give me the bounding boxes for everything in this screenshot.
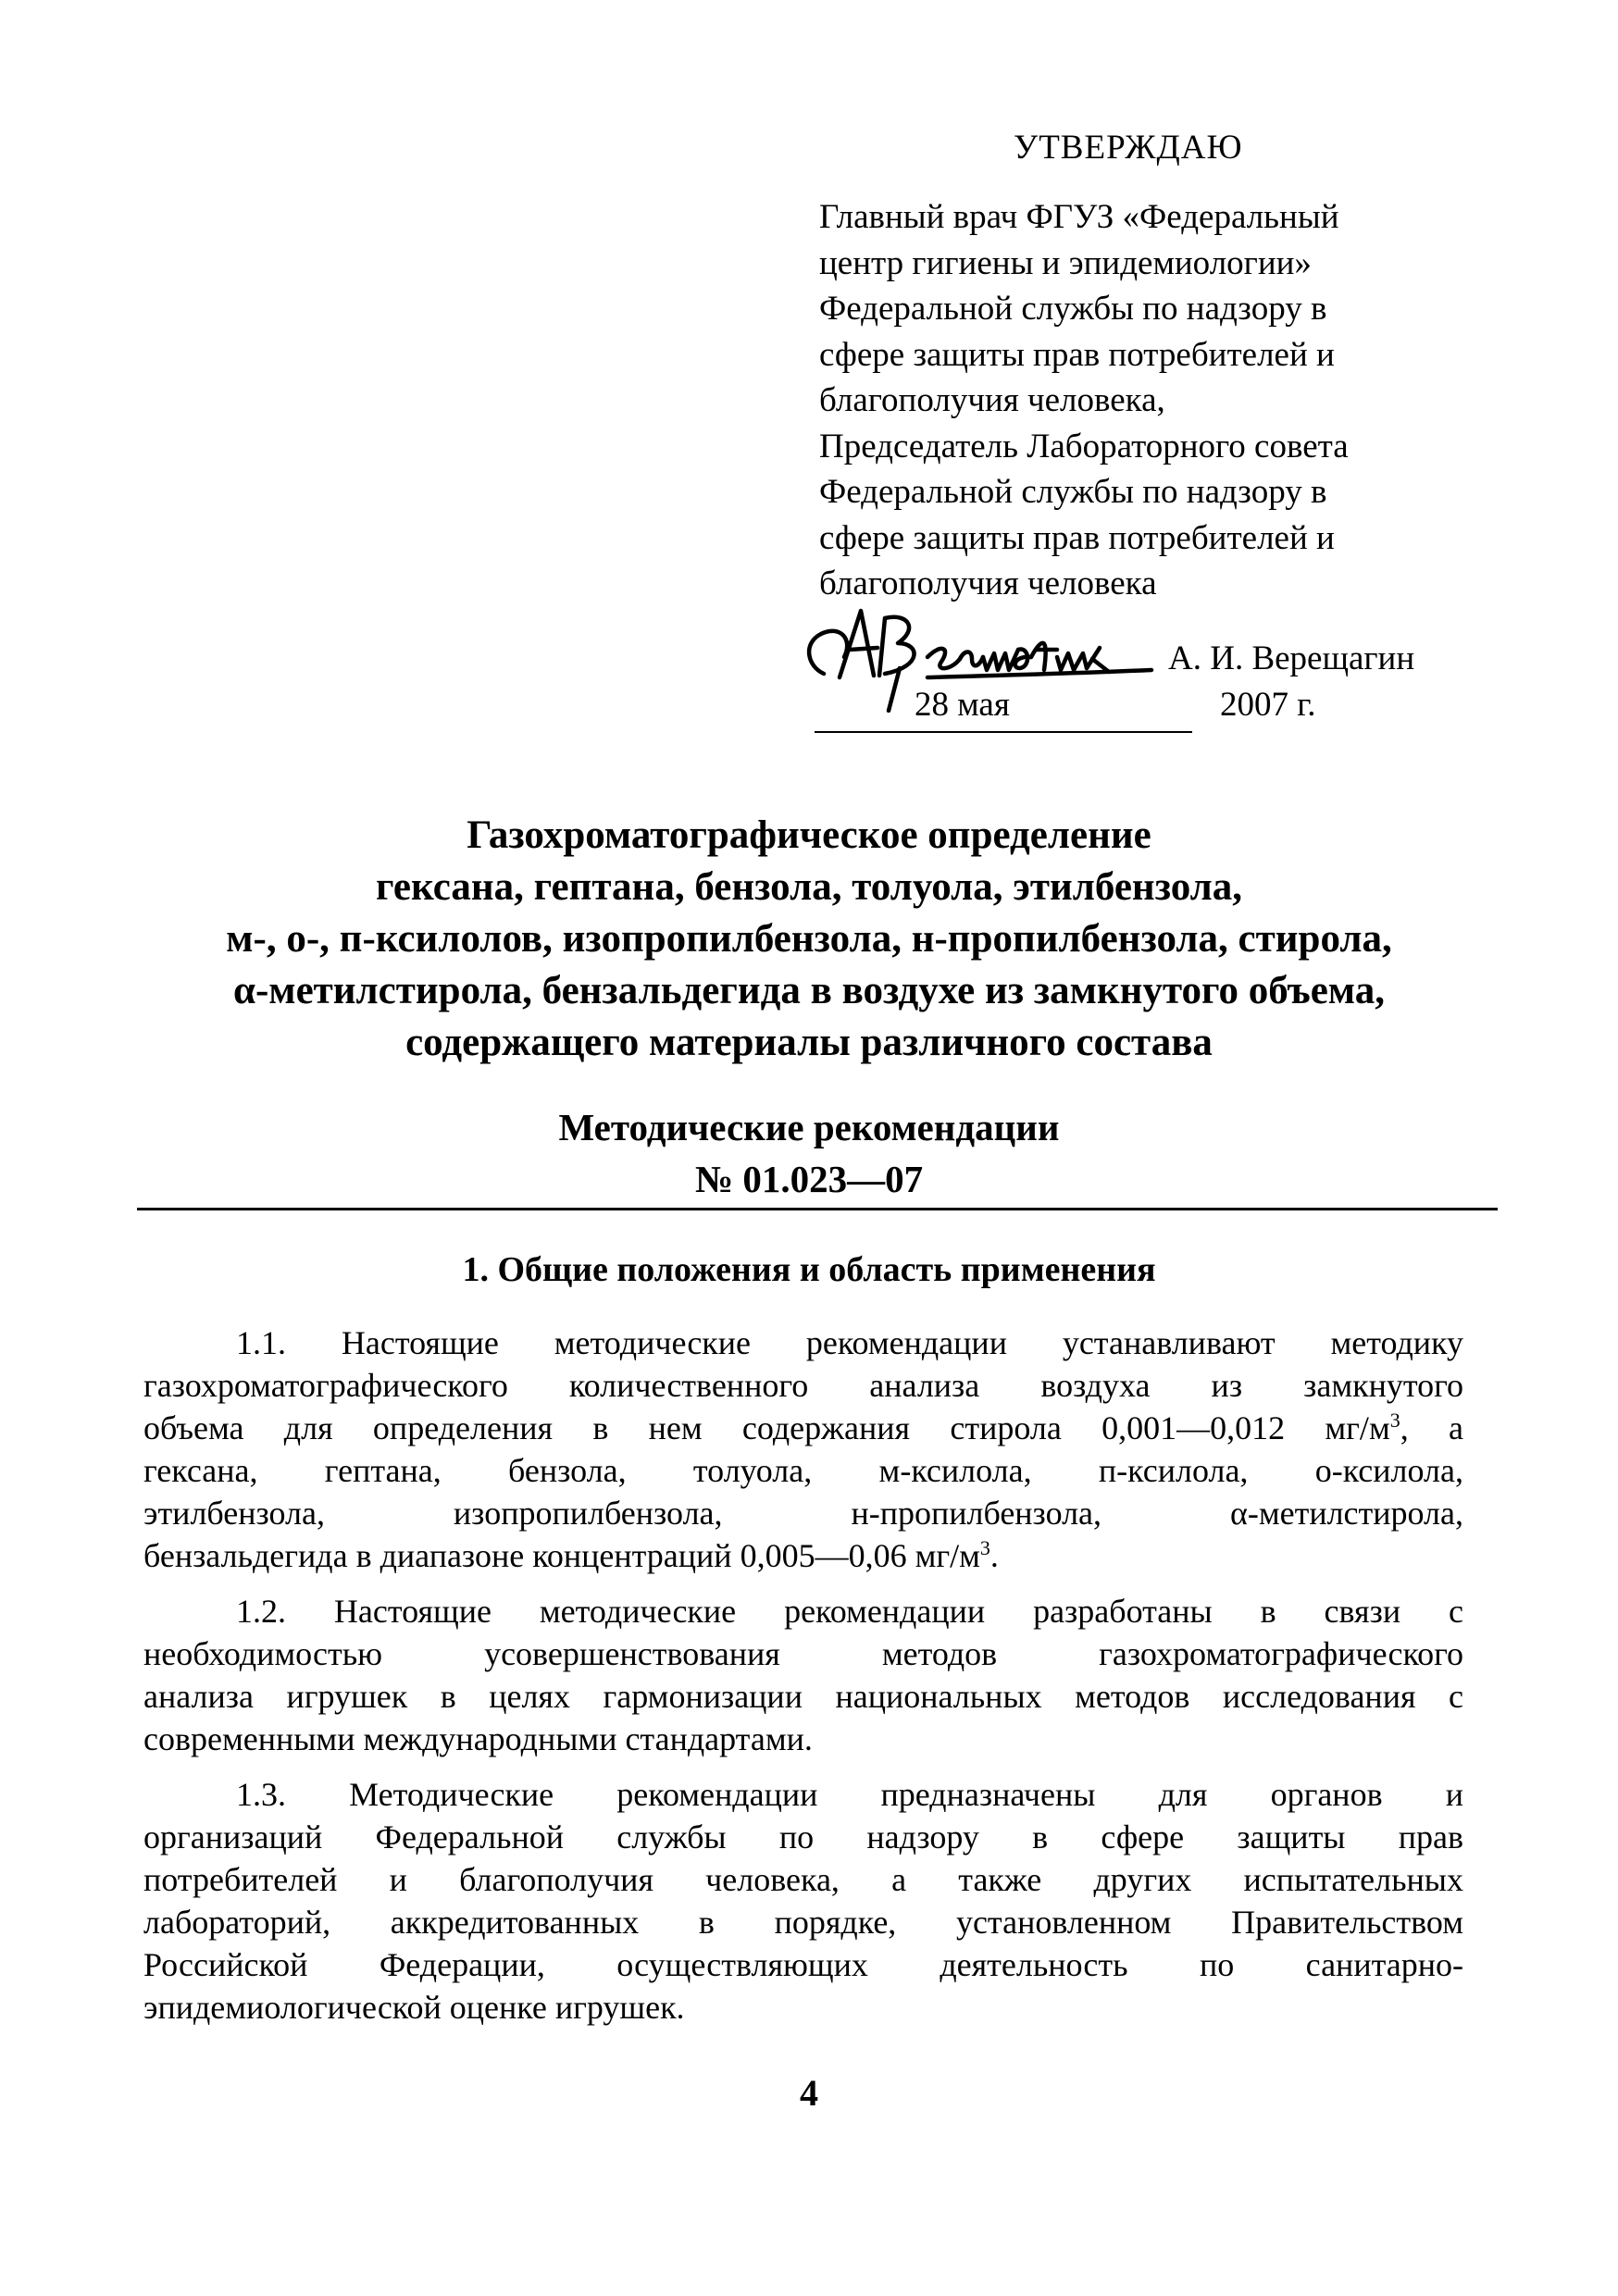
document-number: № 01.023—07 [694, 1158, 924, 1200]
text-fragment: , а [1400, 1409, 1463, 1446]
superscript: 3 [1389, 1409, 1400, 1432]
paragraph-line: эпидемиологической оценке игрушек. [143, 1989, 685, 2026]
paragraph-line: 1.2. Настоящие методические рекомендации разработаны в связи с [236, 1593, 1463, 1630]
document-subtitle [56, 1101, 1562, 1205]
paragraph-line [143, 1407, 1463, 1449]
paragraph-line: лабораторий, аккредитованных в порядке, установленном Правительством [143, 1904, 1463, 1941]
horizontal-rule [137, 1208, 1498, 1210]
approval-line: Председатель Лабораторного совета [819, 427, 1349, 465]
paragraph-line: Российской Федерации, осуществляющих деятельность по санитарно- [143, 1946, 1463, 1983]
paragraph-line: анализа игрушек в целях гармонизации национальных методов исследования с [143, 1678, 1463, 1715]
paragraph-line: 1.1. Настоящие методические рекомендации устанавливают методику [236, 1324, 1463, 1361]
document-title [56, 810, 1562, 1069]
paragraph-line: этилбензола, изопропилбензола, н-пропилбензола, α-метилстирола, [143, 1495, 1463, 1532]
signature-underline [815, 731, 1192, 733]
text-fragment: . [989, 1537, 999, 1574]
paragraph-line: потребителей и благополучия человека, а также других испытательных [143, 1861, 1463, 1898]
paragraph-line [143, 1534, 1463, 1577]
paragraph-line: организаций Федеральной службы по надзору в сфере защиты прав [143, 1818, 1463, 1855]
subtitle-line: Методические рекомендации [558, 1106, 1060, 1148]
approval-line: центр гигиены и эпидемиологии» [819, 243, 1312, 282]
approval-block [819, 194, 1541, 607]
page-number: 4 [800, 2072, 818, 2114]
title-line: Газохроматографическое определение [467, 813, 1151, 857]
paragraph-line: гексана, гептана, бензола, толуола, м-ксилола, п-ксилола, о-ксилола, [143, 1452, 1463, 1489]
approval-heading: УТВЕРЖДАЮ [1014, 129, 1243, 167]
text-fragment: объема для определения в нем содержания стирола 0,001—0,012 мг/м [143, 1409, 1390, 1446]
approval-line: Федеральной службы по надзору в [819, 290, 1327, 328]
text-fragment: бензальдегида в диапазоне концентраций 0,005—0,06 мг/м [143, 1537, 980, 1574]
paragraph-line: газохроматографического количественного анализа воздуха из замкнутого [143, 1367, 1463, 1404]
paragraph-1-2 [143, 1590, 1463, 1760]
superscript: 3 [979, 1536, 990, 1559]
section-heading: 1. Общие положения и область применения [462, 1250, 1156, 1289]
signer-name: А. И. Верещагин [1168, 639, 1415, 677]
title-line: α-метилстирола, бензальдегида в воздухе из замкнутого объема, [232, 969, 1386, 1012]
paragraph-1-3 [143, 1773, 1463, 2029]
title-line: содержащего материалы различного состава [405, 1021, 1213, 1064]
approval-date-day: 28 мая [915, 686, 1010, 724]
approval-line: сфере защиты прав потребителей и [819, 518, 1335, 557]
title-line: гексана, гептана, бензола, толуола, этилбензола, [375, 865, 1243, 909]
approval-line: Федеральной службы по надзору в [819, 473, 1327, 511]
paragraph-line: современными международными стандартами. [143, 1720, 813, 1757]
section-body [143, 1322, 1463, 2042]
paragraph-line: 1.3. Методические рекомендации предназначены для органов и [236, 1776, 1463, 1813]
approval-line: сфере защиты прав потребителей и [819, 335, 1335, 374]
approval-line: благополучия человека [819, 565, 1157, 602]
approval-line: благополучия человека, [819, 381, 1165, 419]
approval-date-year: 2007 г. [1220, 686, 1316, 724]
paragraph-1-1 [143, 1322, 1463, 1577]
title-line: м-, о-, п-ксилолов, изопропилбензола, н-пропилбензола, стирола, [226, 917, 1392, 961]
paragraph-line: необходимостью усовершенствования методов газохроматографического [143, 1635, 1463, 1672]
approval-line: Главный врач ФГУЗ «Федеральный [819, 198, 1339, 236]
